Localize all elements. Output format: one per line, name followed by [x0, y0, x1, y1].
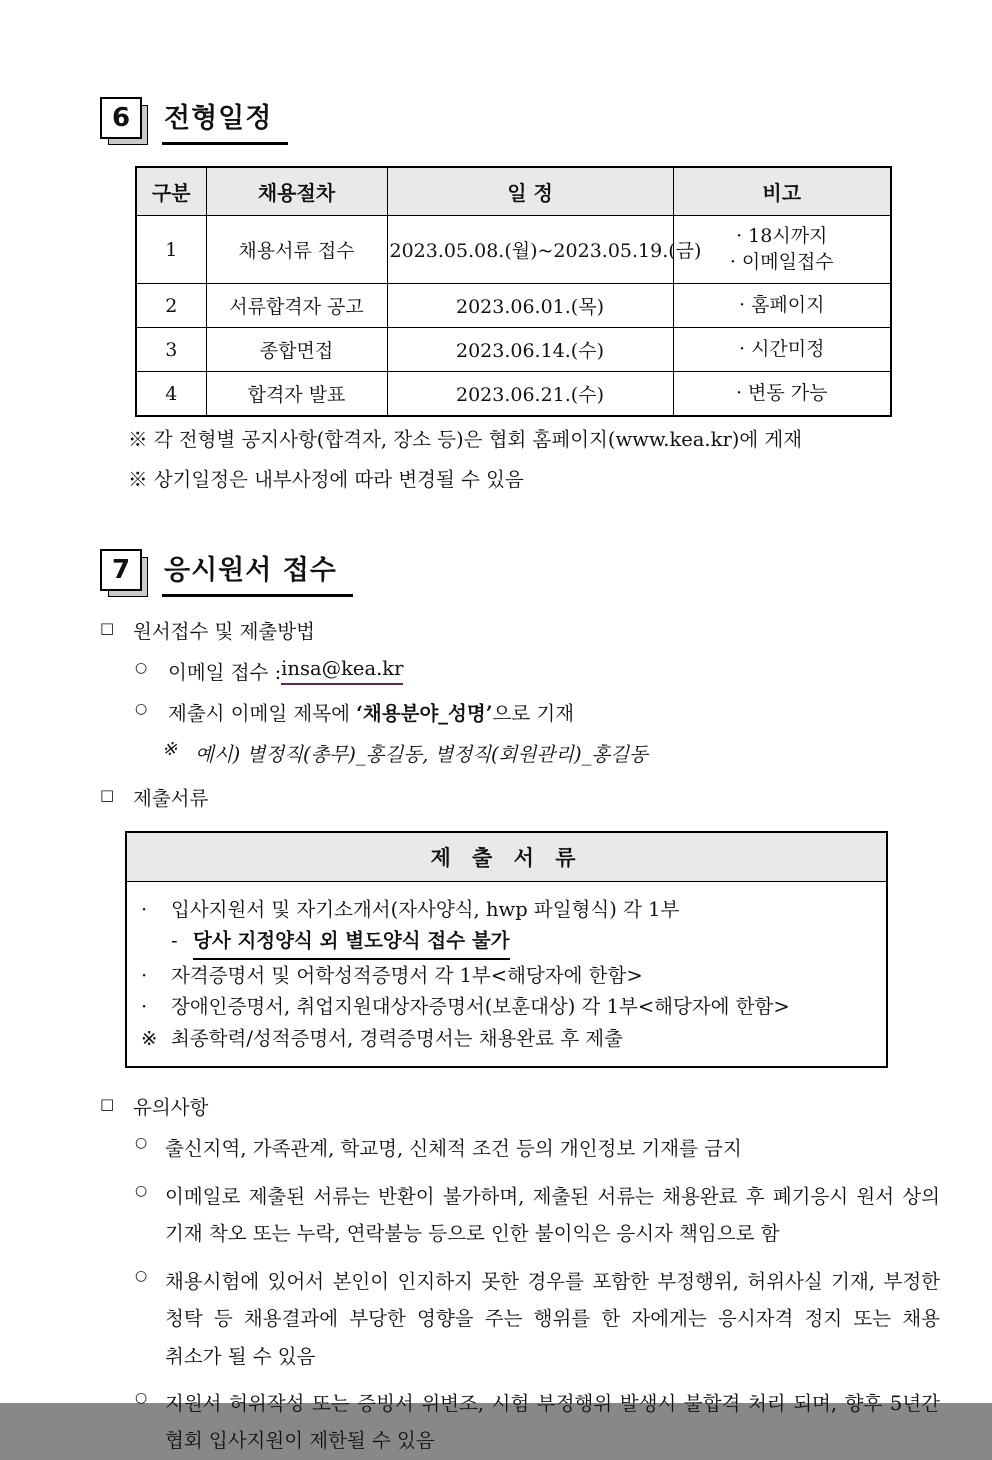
dash-bullet-icon: -	[171, 929, 178, 953]
reference-mark-icon: ※	[141, 1026, 158, 1050]
section6-number-box	[100, 97, 148, 145]
circle-bullet-icon: ○	[135, 659, 148, 676]
docs-item: · 장애인증명서, 취업지원대상자증명서(보훈대상) 각 1부<해당자에 한함>	[141, 991, 874, 1023]
docs-subitem: - 당사 지정양식 외 별도양식 접수 불가	[171, 925, 874, 960]
schedule-footnote: ※ 상기일정은 내부사정에 따라 변경될 수 있음	[128, 468, 524, 492]
documents-table-body	[126, 881, 887, 1067]
documents-table	[125, 831, 888, 1069]
circle-bullet-icon: ○	[135, 1390, 148, 1407]
docs-heading: 제출서류	[133, 786, 209, 810]
docs-item: · 입사지원서 및 자기소개서(자사양식, hwp 파일형식) 각 1부	[141, 894, 874, 926]
dot-bullet-icon: ·	[141, 995, 148, 1019]
cell-date: 2023.06.14.(수)	[387, 328, 673, 372]
column-header-procedure: 채용절차	[206, 167, 387, 216]
column-header-date: 일 정	[387, 167, 673, 216]
column-header-no: 구분	[136, 167, 206, 216]
notice-heading-line	[100, 1092, 992, 1120]
cell-no: 3	[136, 328, 206, 372]
docs-heading-line	[100, 783, 992, 811]
subject-text: 제출시 이메일 제목에 ‘채용분야_성명’으로 기재	[168, 701, 575, 725]
circle-bullet-icon: ○	[135, 1267, 148, 1284]
square-bullet-icon: □	[100, 1095, 115, 1114]
schedule-table	[135, 166, 892, 417]
schedule-footnote: ※ 각 전형별 공지사항(합격자, 장소 등)은 협회 홈페이지(www.kea.kr)에 게재	[128, 428, 803, 452]
cell-no: 2	[136, 284, 206, 328]
cell-date: 2023.06.21.(수)	[387, 372, 673, 417]
schedule-header-row	[136, 167, 891, 216]
submission-heading: 원서접수 및 제출방법	[133, 619, 315, 643]
cell-no: 1	[136, 216, 206, 284]
square-bullet-icon: □	[100, 618, 115, 637]
section6-number: 6	[100, 97, 142, 139]
cell-note: · 시간미정	[673, 328, 891, 372]
cell-procedure: 종합면접	[206, 328, 387, 372]
notice-item: ○ 출신지역, 가족관계, 학교명, 신체적 조건 등의 개인정보 기재를 금지	[135, 1130, 940, 1167]
cell-date: 2023.05.08.(월)~2023.05.19.(금)	[387, 216, 673, 284]
section6-title: 전형일정	[162, 96, 288, 145]
circle-bullet-icon: ○	[135, 700, 148, 717]
docs-footnote: ※ 최종학력/성적증명서, 경력증명서는 채용완료 후 제출	[141, 1023, 874, 1055]
reference-mark-icon: ※	[162, 738, 178, 760]
cell-procedure: 채용서류 접수	[206, 216, 387, 284]
subject-line	[135, 698, 992, 726]
section7-title: 응시원서 접수	[162, 548, 353, 597]
note-line: · 18시까지	[736, 225, 828, 247]
section7-header	[100, 548, 992, 598]
dot-bullet-icon: ·	[141, 897, 148, 921]
section6-header	[100, 96, 992, 146]
docs-item: · 자격증명서 및 어학성적증명서 각 1부<해당자에 한함>	[141, 960, 874, 992]
note-line: · 이메일접수	[729, 250, 834, 273]
cell-procedure: 서류합격자 공고	[206, 284, 387, 328]
table-row	[136, 216, 891, 284]
square-bullet-icon: □	[100, 785, 115, 804]
notice-item: ○ 지원서 허위작성 또는 증빙서 위변조, 시험 부정행위 발생시 불합격 처리 되며, 향후 5년간 협회 입사지원이 제한될 수 있음	[135, 1385, 940, 1460]
cell-note	[673, 216, 891, 284]
notice-item: ○ 이메일로 제출된 서류는 반환이 불가하며, 제출된 서류는 채용완료 후 폐기응시 원서 상의 기재 착오 또는 누락, 연락불능 등으로 인한 불이익은 응시자 책임으로 함	[135, 1178, 940, 1253]
submission-heading-line	[100, 616, 992, 644]
cell-no: 4	[136, 372, 206, 417]
dot-bullet-icon: ·	[141, 963, 148, 987]
table-row	[136, 372, 891, 417]
table-row	[136, 328, 891, 372]
cell-procedure: 합격자 발표	[206, 372, 387, 417]
email-line	[135, 657, 992, 685]
circle-bullet-icon: ○	[135, 1182, 148, 1199]
table-row	[136, 284, 891, 328]
cell-note: · 변동 가능	[673, 372, 891, 417]
example-line	[162, 739, 992, 767]
email-label: 이메일 접수 :	[168, 660, 282, 684]
circle-bullet-icon: ○	[135, 1135, 148, 1152]
example-text: 예시) 별정직(총무)_홍길동, 별정직(회원관리)_홍길동	[195, 742, 648, 766]
section7-number-box	[100, 549, 148, 597]
notice-heading: 유의사항	[133, 1096, 209, 1120]
email-address-link[interactable]: insa@kea.kr	[281, 657, 403, 685]
documents-table-header: 제 출 서 류	[126, 832, 887, 882]
subject-bold: ‘채용분야_성명’	[356, 701, 493, 725]
cell-note: · 홈페이지	[673, 284, 891, 328]
notice-item: ○ 채용시험에 있어서 본인이 인지하지 못한 경우를 포함한 부정행위, 허위사실 기재, 부정한 청탁 등 채용결과에 부당한 영향을 주는 행위를 한 자에게는 응시자격 정지 또는 채용 취소가 될 수 있음	[135, 1263, 940, 1375]
cell-date: 2023.06.01.(목)	[387, 284, 673, 328]
column-header-note: 비고	[673, 167, 891, 216]
section7-number: 7	[100, 549, 142, 591]
